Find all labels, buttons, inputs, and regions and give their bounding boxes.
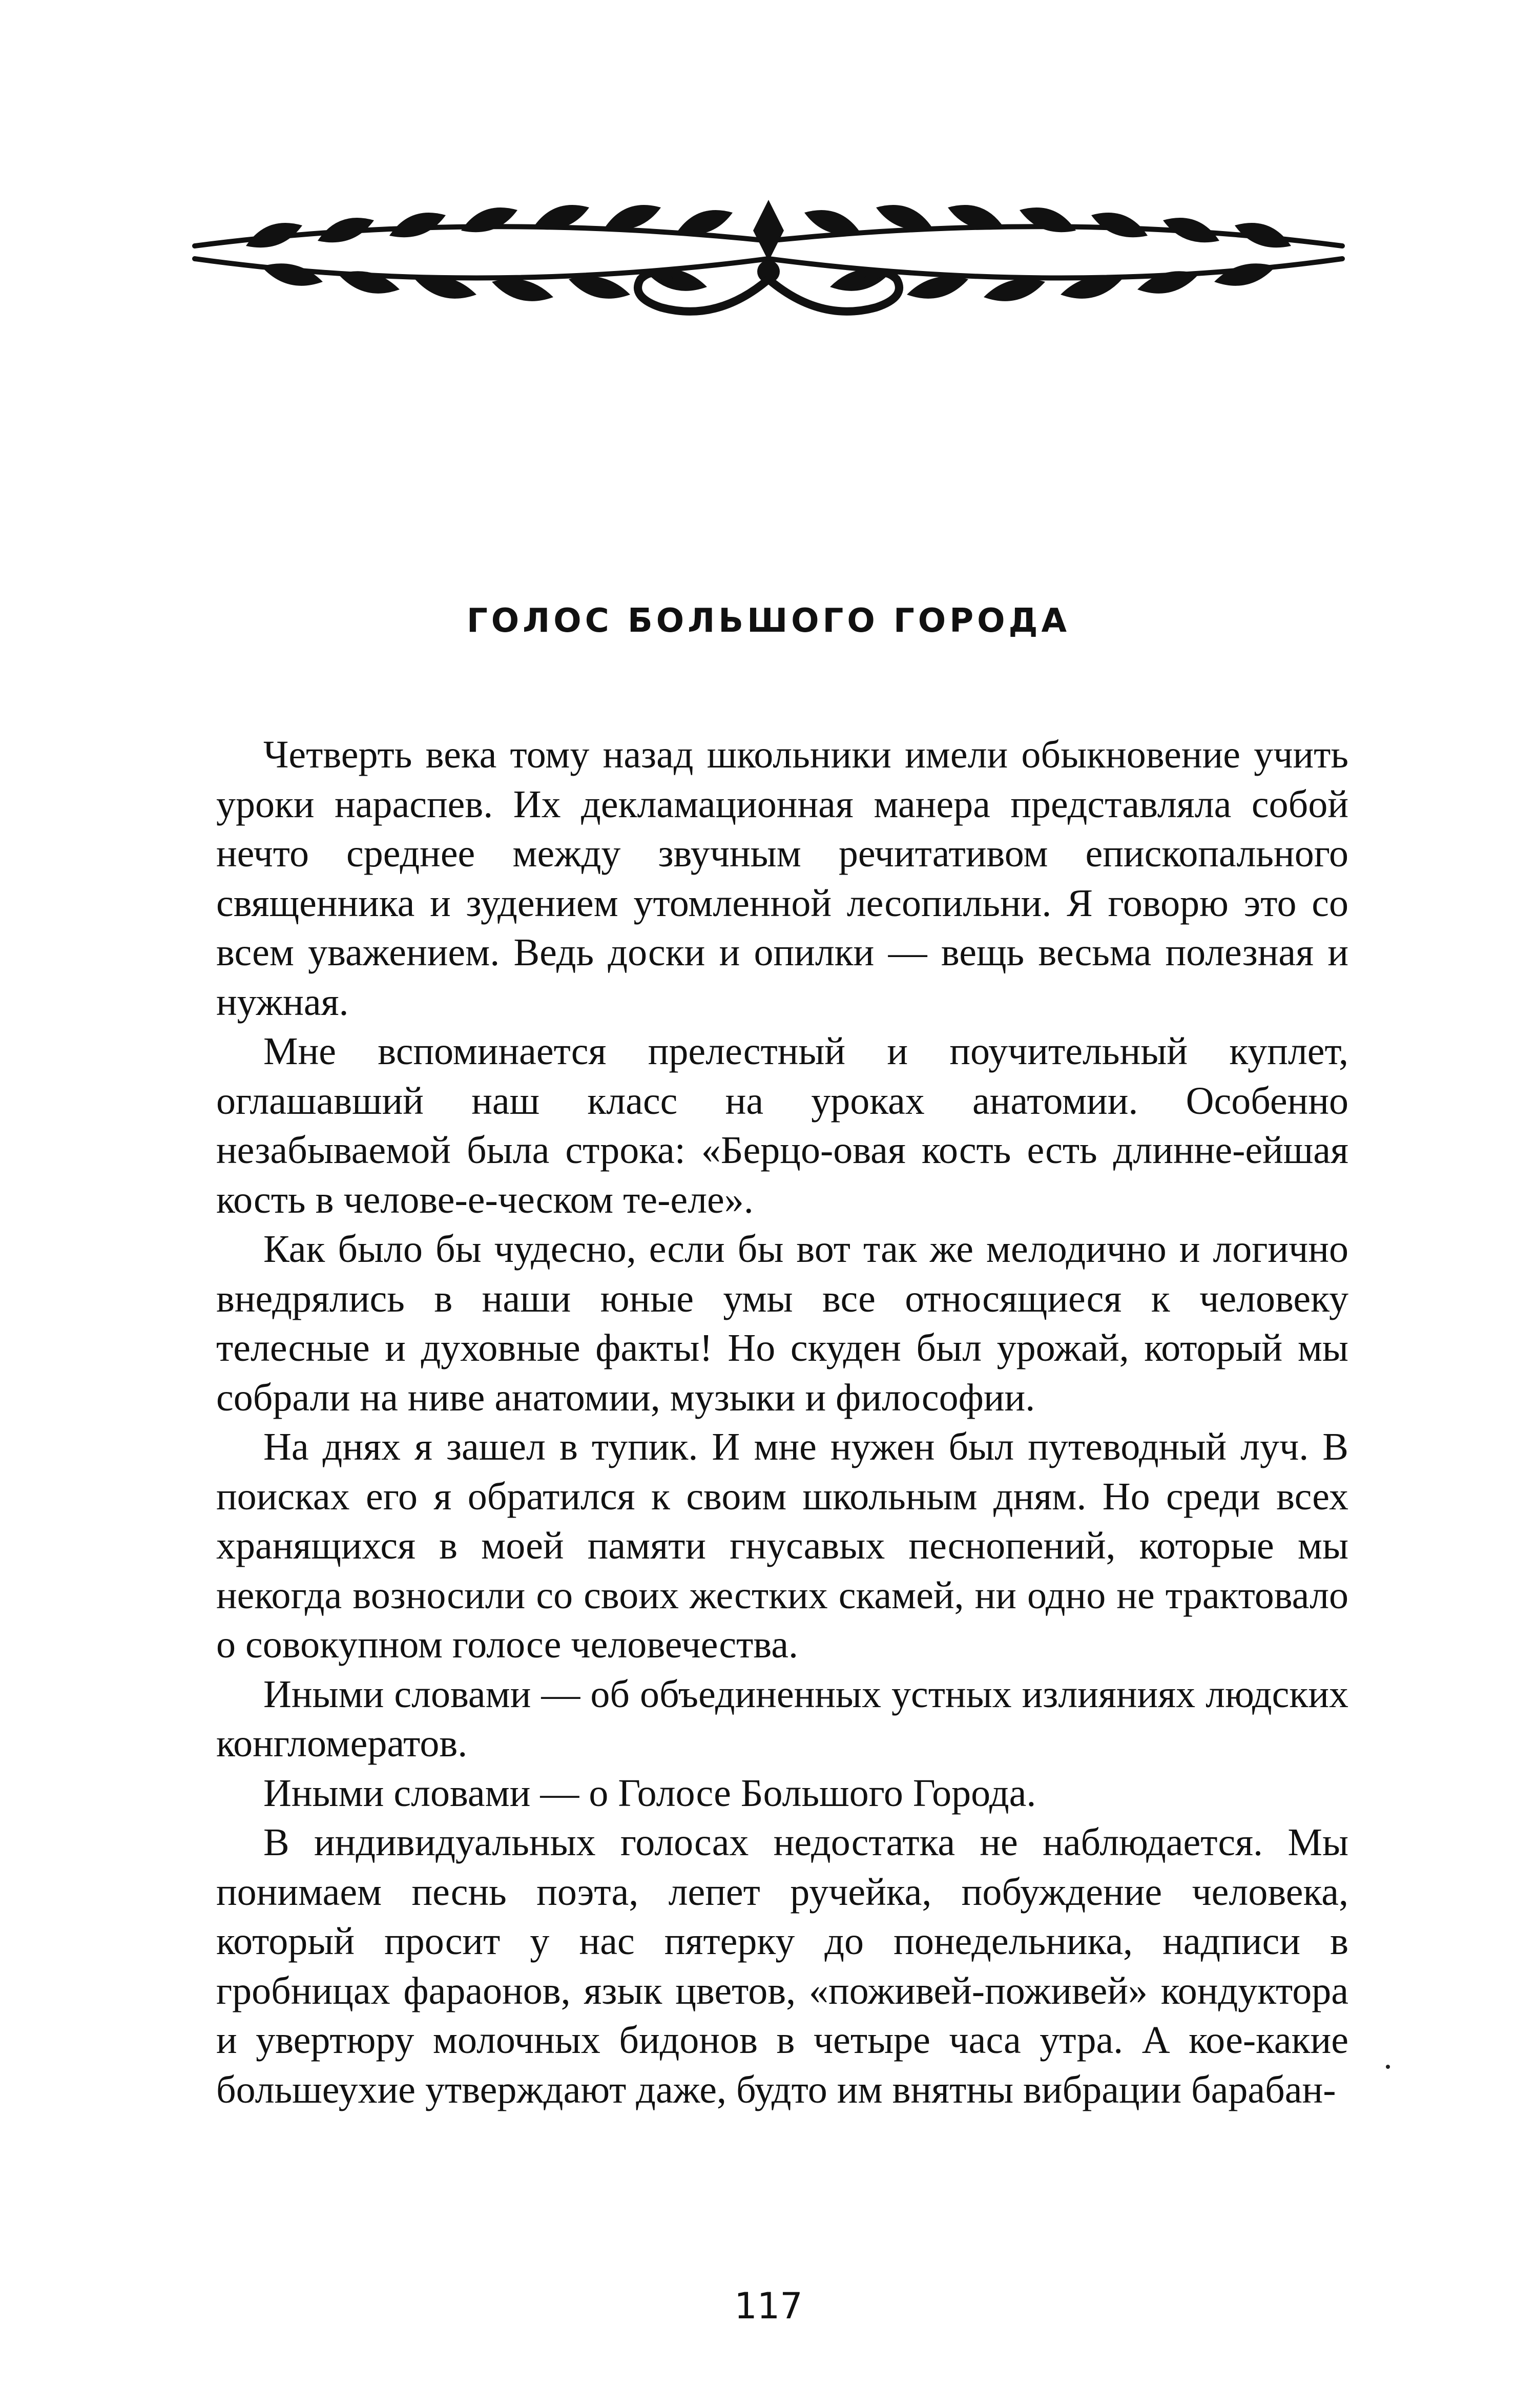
chapter-body [216,730,1348,2114]
margin-mark [1386,2065,1390,2069]
laurel-branches-with-scroll-ornament-icon [184,169,1353,333]
chapter-title: ГОЛОС БОЛЬШОГО ГОРОДА [466,602,1071,640]
paragraph: Мне вспоминается прелестный и поучительный куплет, оглашавший наш класс на уроках анатомии. Особенно незабываемой была строка: «Берцо-овая кость есть длинне-ейшая кость в челове-е-ческом те-еле». [216,1030,1348,1221]
paragraph: Иными словами — об объединенных устных излияниях людских конгломератов. [216,1672,1348,1765]
page-number: 117 [734,2285,803,2327]
paragraph: Как было бы чудесно, если бы вот так же мелодично и логично внедрялись в наши юные умы все относящиеся к человеку телесные и духовные факты! Но скуден был урожай, который мы собрали на ниве анатомии, музыки и философии. [216,1228,1348,1419]
paragraph: На днях я зашел в тупик. И мне нужен был путеводный луч. В поисках его я обратился к своим школьным дням. Но среди всех хранящихся в моей памяти гнусавых песнопений, которые мы некогда возносили со своих жестких скамей, ни одно не трактовало о совокупном голосе человечества. [216,1425,1348,1666]
paragraph: Четверть века тому назад школьники имели обыкновение учить уроки нараспев. Их декламационная манера представляла собой нечто среднее между звучным речитативом епископального священника и зудением утомленной лесопильни. Я говорю это со всем уважением. Ведь доски и опилки — вещь весьма полезная и нужная. [216,733,1348,1024]
paragraph: В индивидуальных голосах недостатка не наблюдается. Мы понимаем песнь поэта, лепет ручейка, побуждение человека, который просит у нас пятерку до понедельника, надписи в гробницах фараонов, язык цветов, «поживей-поживей» кондуктора и увертюру молочных бидонов в четыре часа утра. А кое-какие большеухие утверждают даже, будто им внятны вибрации барабан- [216,1821,1348,2111]
paragraph: Иными словами — о Голосе Большого Города. [263,1771,1036,1815]
